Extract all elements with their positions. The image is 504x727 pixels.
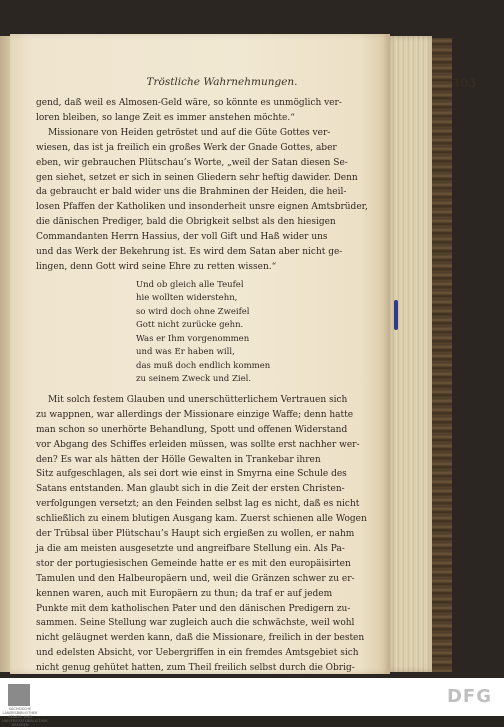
- page-edges: [390, 36, 432, 672]
- text-line: verfolgungen versetzt; an den Feinden selbst lag es nicht, daß es nicht: [36, 499, 360, 510]
- text-line: Tamulen und den Halbeuropäern und, weil die Gränzen schwer zu er-: [36, 573, 355, 584]
- running-title: Tröstliche Wahrnehmungen.: [146, 76, 298, 88]
- text-line: da gebraucht er bald wider uns die Brahminen der Heiden, die heil-: [36, 187, 347, 198]
- text-line: Missionare von Heiden getröstet und auf die Güte Gottes ver-: [48, 127, 331, 138]
- library-logo-icon: [8, 684, 30, 706]
- text-line: den? Es war als hätten der Hölle Gewalten in Trankebar ihren: [36, 454, 321, 465]
- text-line: eben, wir gebrauchen Plütschau’s Worte, „weil der Satan diesen Se-: [36, 157, 348, 168]
- text-line: Satans entstanden. Man glaubt sich in die Zeit der ersten Christen-: [36, 484, 345, 495]
- text-line: sammen. Seine Stellung war zugleich auch die schwächste, weil wohl: [36, 618, 355, 629]
- dfg-logo: DFG: [446, 686, 492, 707]
- verse-line: Und ob gleich alle Teufel: [136, 279, 244, 290]
- text-line: wiesen, das ist ja freilich ein großes Werk der Gnade Gottes, aber: [36, 142, 337, 153]
- text-line: Sitz aufgeschlagen, als sei dort wie einst in Smyrna eine Schule des: [36, 469, 347, 480]
- text-line: schließlich zu einem blutigen Ausgang kam. Zuerst schienen alle Wogen: [36, 514, 367, 525]
- verse-line: zu seinem Zweck und Ziel.: [136, 374, 252, 385]
- text-line: nicht genug gehütet hatten, zum Theil freilich selbst durch die Obrig-: [36, 663, 355, 674]
- text-line: Mit solch festem Glauben und unerschütterlichem Vertrauen sich: [48, 394, 348, 405]
- text-line: nicht geläugnet werden kann, daß die Missionare, freilich in der besten: [36, 633, 365, 644]
- paragraph-1: [36, 96, 368, 275]
- library-name: SÄCHSISCHE LANDESBIBLIOTHEK STAATS- UND UNIVERSITÄTSBIBLIOTHEK DRESDEN: [2, 707, 48, 727]
- page-body: [36, 96, 368, 691]
- text-line: losen Pfaffen der Katholiken und insonderheit unsre eignen Amtsbrüder,: [36, 202, 368, 213]
- verse-line: und was Er haben will,: [136, 347, 235, 358]
- text-line: gen siehet, setzet er sich in seinen Gliedern sehr heftig dawider. Denn: [36, 172, 358, 183]
- text-line: vor Abgang des Schiffes erleiden müssen, was sollte erst nachher wer-: [36, 439, 360, 450]
- verse-line: das muß doch endlich kommen: [136, 360, 271, 371]
- text-line: ja die am meisten ausgesetzte und angreifbare Stellung ein. Als Pa-: [36, 543, 345, 554]
- paragraph-2: [36, 393, 367, 691]
- bookmark-ribbon: [394, 300, 398, 330]
- text-line: die dänischen Prediger, bald die Obrigkeit selbst als den hiesigen: [36, 217, 336, 228]
- verse-line: Gott nicht zurücke gehn.: [136, 320, 244, 331]
- text-line: gend, daß weil es Almosen-Geld wäre, so könnte es unmöglich ver-: [36, 98, 342, 108]
- text-line: kennen waren, auch mit Europäern zu thun; da traf er auf jedem: [36, 588, 333, 599]
- text-line: zu wappnen, war allerdings der Missionare einzige Waffe; denn hatte: [36, 409, 354, 420]
- verse-line: hie wollten widerstehn,: [136, 293, 238, 304]
- hymn-verse: [136, 279, 336, 387]
- text-line: der Trübsal über Plütschau’s Haupt sich ergießen zu wollen, er nahm: [36, 529, 355, 540]
- text-line: man schon so unerhörte Behandlung, Spott und offenen Widerstand: [36, 424, 348, 435]
- text-line: Punkte mit dem katholischen Pater und den dänischen Predigern zu-: [36, 603, 351, 614]
- page-header: [20, 76, 484, 94]
- book-cover: [432, 38, 452, 672]
- page-number: 103: [453, 76, 476, 90]
- text-line: und edelsten Absicht, vor Uebergriffen in ein fremdes Amtsgebiet sich: [36, 648, 359, 659]
- text-line: Commandanten Herrn Hassius, der voll Gift und Haß wider uns: [36, 232, 328, 243]
- viewer-footer: [0, 678, 504, 727]
- verse-line: so wird doch ohne Zweifel: [136, 306, 250, 317]
- text-line: lingen, denn Gott wird seine Ehre zu retten wissen.“: [36, 261, 277, 272]
- text-line: loren bleiben, so lange Zeit es immer anstehen möchte.“: [36, 112, 295, 123]
- verse-line: Was er Ihm vorgenommen: [136, 333, 250, 344]
- text-line: stor der portugiesischen Gemeinde hatte er es mit den europäisirten: [36, 558, 351, 569]
- text-line: und das Werk der Bekehrung ist. Es wird dem Satan aber nicht ge-: [36, 247, 343, 258]
